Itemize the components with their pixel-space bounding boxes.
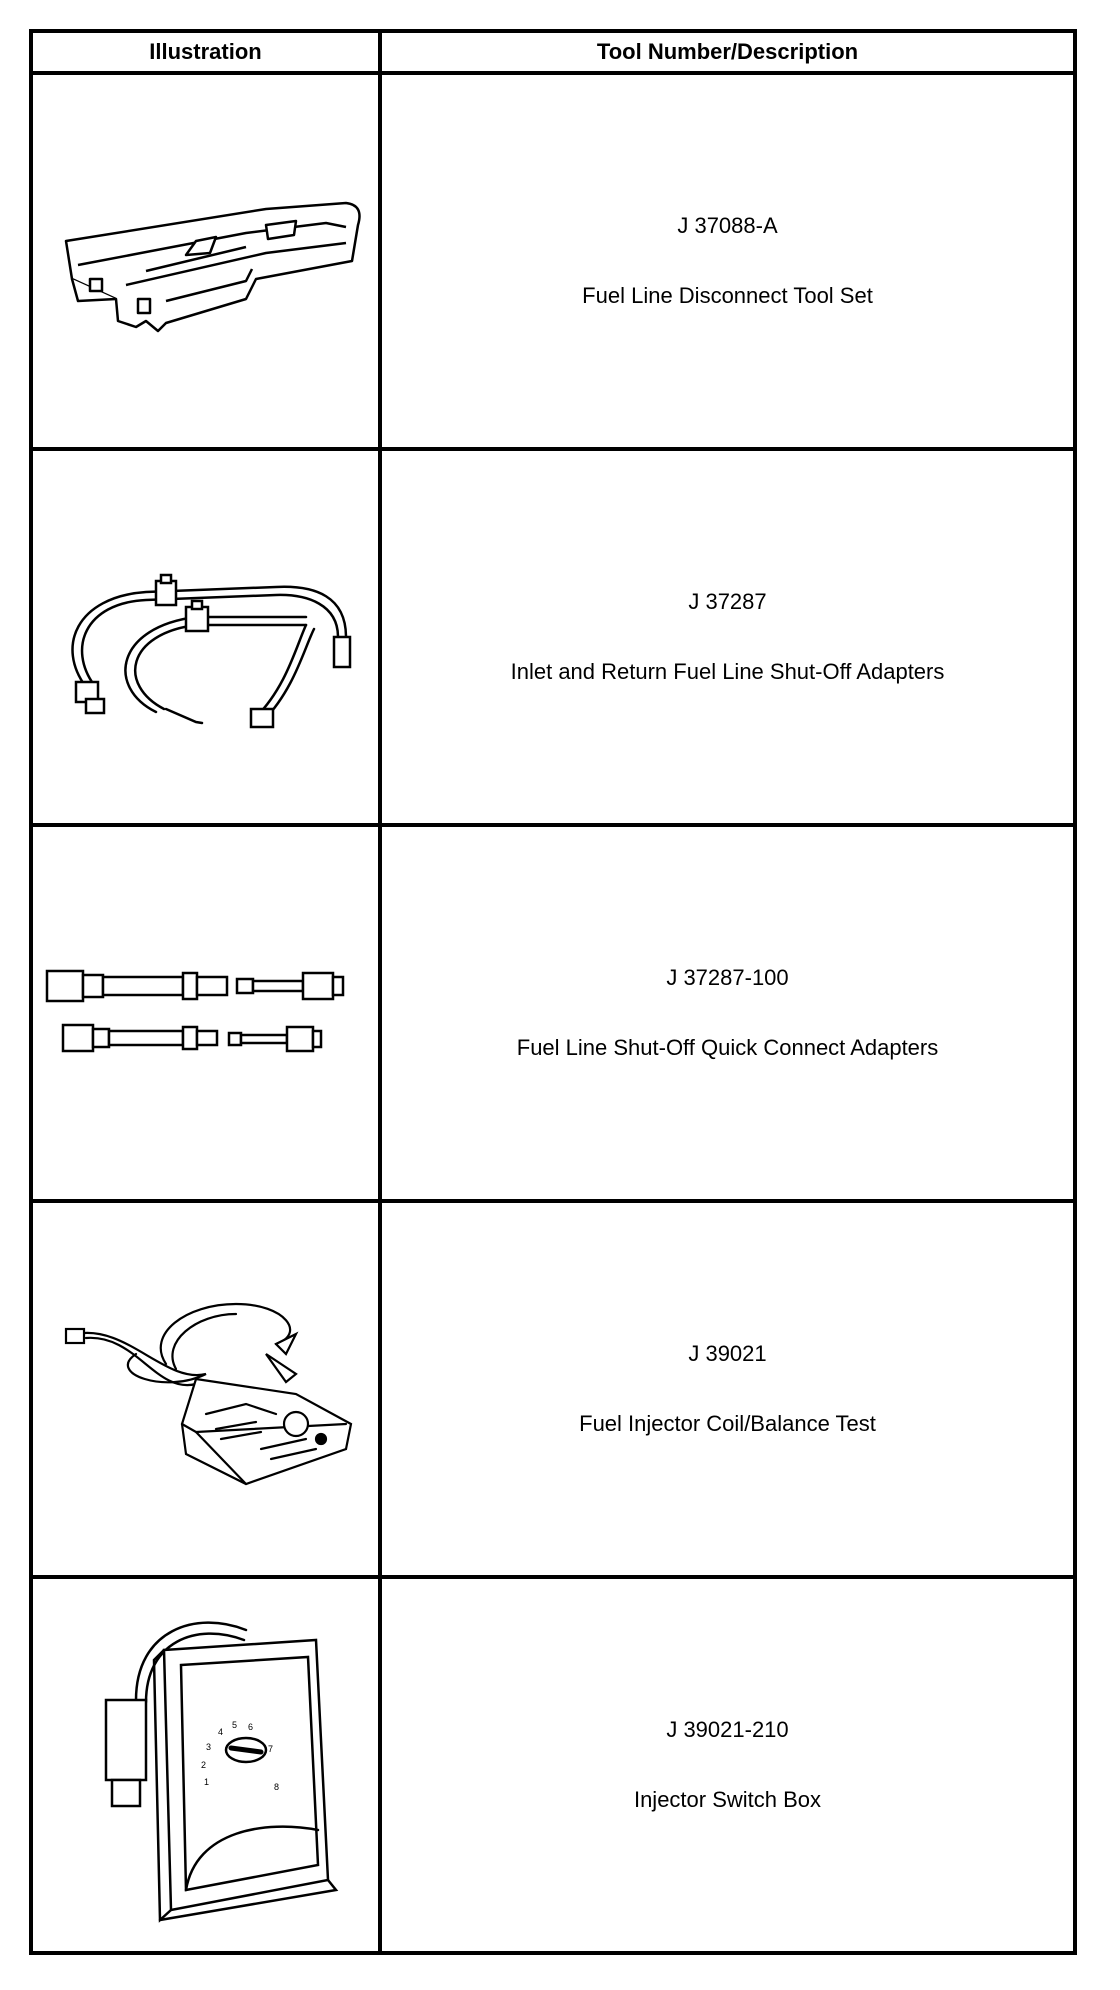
illustration-cell <box>31 825 380 1201</box>
table-header-row <box>31 31 1075 73</box>
dial-label: 5 <box>231 1720 237 1730</box>
illustration-cell <box>31 1577 380 1953</box>
tool-number: J 39021-210 <box>666 1717 789 1742</box>
tool-cell <box>380 449 1075 825</box>
special-tools-table <box>29 29 1077 1955</box>
tool-number: J 37088-A <box>677 213 778 238</box>
tool-description: Fuel Line Disconnect Tool Set <box>582 283 873 308</box>
tool-cell <box>380 1577 1075 1953</box>
switch-box-icon <box>46 1590 366 1940</box>
dial-label: 4 <box>217 1727 223 1737</box>
illustration-cell <box>31 1201 380 1577</box>
tool-cell <box>380 825 1075 1201</box>
tool-description: Fuel Line Shut-Off Quick Connect Adapters <box>516 1035 939 1060</box>
dial-label: 6 <box>247 1722 253 1732</box>
tool-column-header: Tool Number/Description <box>380 31 1075 73</box>
dial-label: 8 <box>273 1782 279 1792</box>
dial-label: 1 <box>203 1777 209 1787</box>
dial-label: 2 <box>200 1760 206 1770</box>
quick-connect-adapters-icon <box>41 953 371 1073</box>
tool-number: J 39021 <box>688 1341 767 1366</box>
illustration-column-header: Illustration <box>31 31 380 73</box>
table-row <box>31 449 1075 825</box>
fuel-line-disconnect-tool-icon <box>46 181 366 341</box>
illustration-cell <box>31 73 380 449</box>
shut-off-adapter-hoses-icon <box>46 537 366 737</box>
table-row <box>31 825 1075 1201</box>
tool-cell <box>380 1201 1075 1577</box>
table-row <box>31 73 1075 449</box>
tool-description: Fuel Injector Coil/Balance Test <box>579 1411 876 1436</box>
tool-description: Injector Switch Box <box>633 1787 822 1812</box>
tool-cell <box>380 73 1075 449</box>
tool-description: Inlet and Return Fuel Line Shut-Off Adapters <box>510 659 945 684</box>
injector-tester-icon <box>46 1274 366 1504</box>
tool-number: J 37287 <box>688 589 767 614</box>
dial-label: 7 <box>267 1744 273 1754</box>
table-row <box>31 1201 1075 1577</box>
dial-label: 3 <box>205 1742 211 1752</box>
tool-number: J 37287-100 <box>666 965 789 990</box>
illustration-cell <box>31 449 380 825</box>
table-row <box>31 1577 1075 1953</box>
